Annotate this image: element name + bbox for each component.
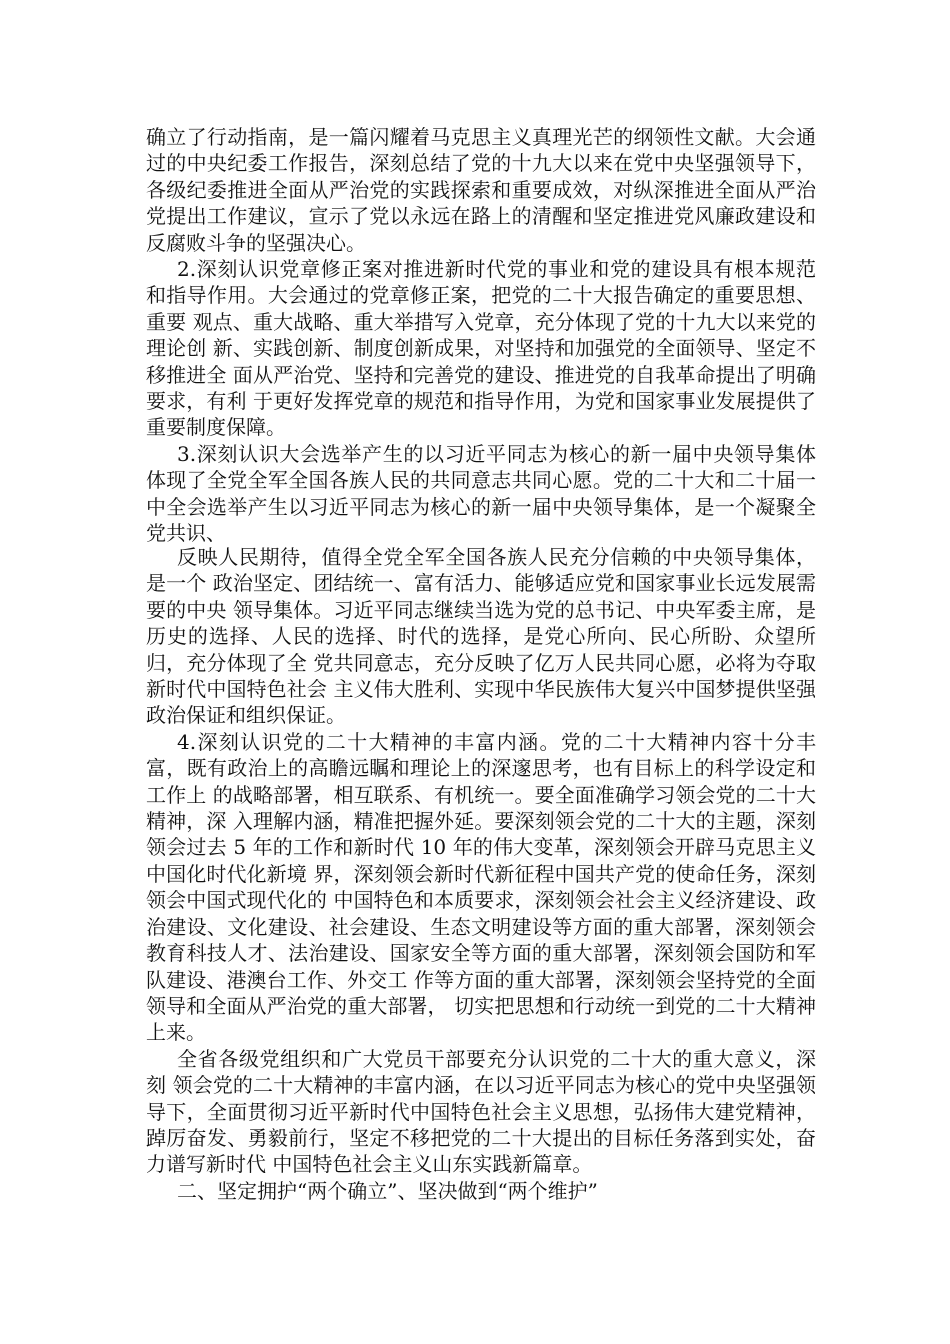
paragraph-point-3-continued: 反映人民期待，值得全党全军全国各族人民充分信赖的中央领导集体，是一个 政治坚定、团结统一、富有活力、能够适应党和国家事业长远发展需要的中央 领导集体。习近平同志继续当选为党的总书记、中央军委主席，是历史的选择、人民的选择、时代的选择，是党心所向、民心所盼、众望所归，充分体现了全 党共同意志，充分反映了亿万人民共同心愿，必将为夺取新时代中国特色社会 主义伟大胜利、实现中华民族伟大复兴中国梦提供坚强政治保证和组织保证。: [146, 545, 816, 728]
section-heading-2: 二、坚定拥护“两个确立”、坚决做到“两个维护”: [177, 1178, 598, 1203]
paragraph-point-3: 3.深刻认识大会选举产生的以习近平同志为核心的新一届中央领导集体体现了全党全军全国各族人民的共同意志共同心愿。党的二十大和二十届一中全会选举产生以习近平同志为核心的新一届中央领导集体，是一个凝聚全党共识、: [146, 441, 816, 546]
paragraph-continuation: 确立了行动指南，是一篇闪耀着马克思主义真理光芒的纲领性文献。大会通过的中央纪委工作报告，深刻总结了党的十九大以来在党中央坚强领导下，各级纪委推进全面从严治党的实践探索和重要成效，对纵深推进全面从严治党提出工作建议，宣示了党以永远在路上的清醒和坚定推进党风廉政建设和反腐败斗争的坚强决心。: [146, 125, 816, 255]
text-block-lower: [146, 544, 816, 1204]
text-block-upper: [146, 124, 816, 547]
paragraph-point-4: 4.深刻认识党的二十大精神的丰富内涵。党的二十大精神内容十分丰富，既有政治上的高瞻远瞩和理论上的深邃思考，也有目标上的科学设定和工作上 的战略部署，相互联系、有机统一。要全面准确学习领会党的二十大精神，深 入理解内涵，精准把握外延。要深刻领会党的二十大的主题，深刻领会过去 5 年的工作和新时代 10 年的伟大变革，深刻领会开辟马克思主义中国化时代化新境 界，深刻领会新时代新征程中国共产党的使命任务，深刻领会中国式现代化的 中国特色和本质要求，深刻领会社会主义经济建设、政治建设、文化建设、社会建设、生态文明建设等方面的重大部署，深刻领会教育科技人才、法治建设、国家安全等方面的重大部署，深刻领会国防和军队建设、港澳台工作、外交工 作等方面的重大部署，深刻领会坚持党的全面领导和全面从严治党的重大部署， 切实把思想和行动统一到党的二十大精神上来。: [146, 729, 816, 1045]
paragraph-summary: 全省各级党组织和广大党员干部要充分认识党的二十大的重大意义，深刻 领会党的二十大精神的丰富内涵，在以习近平同志为核心的党中央坚强领导下，全面贯彻习近平新时代中国特色社会主义思想，弘扬伟大建党精神，踔厉奋发、勇毅前行，坚定不移把党的二十大提出的目标任务落到实处，奋力谱写新时代 中国特色社会主义山东实践新篇章。: [146, 1046, 816, 1177]
paragraph-point-2: 2.深刻认识党章修正案对推进新时代党的事业和党的建设具有根本规范和指导作用。大会通过的党章修正案，把党的二十大报告确定的重要思想、重要 观点、重大战略、重大举措写入党章，充分体现了党的十九大以来党的理论创 新、实践创新、制度创新成果，对坚持和加强党的全面领导、坚定不移推进全 面从严治党、坚持和完善党的建设、推进党的自我革命提出了明确要求，有利 于更好发挥党章的规范和指导作用，为党和国家事业发展提供了重要制度保障。: [146, 257, 816, 440]
